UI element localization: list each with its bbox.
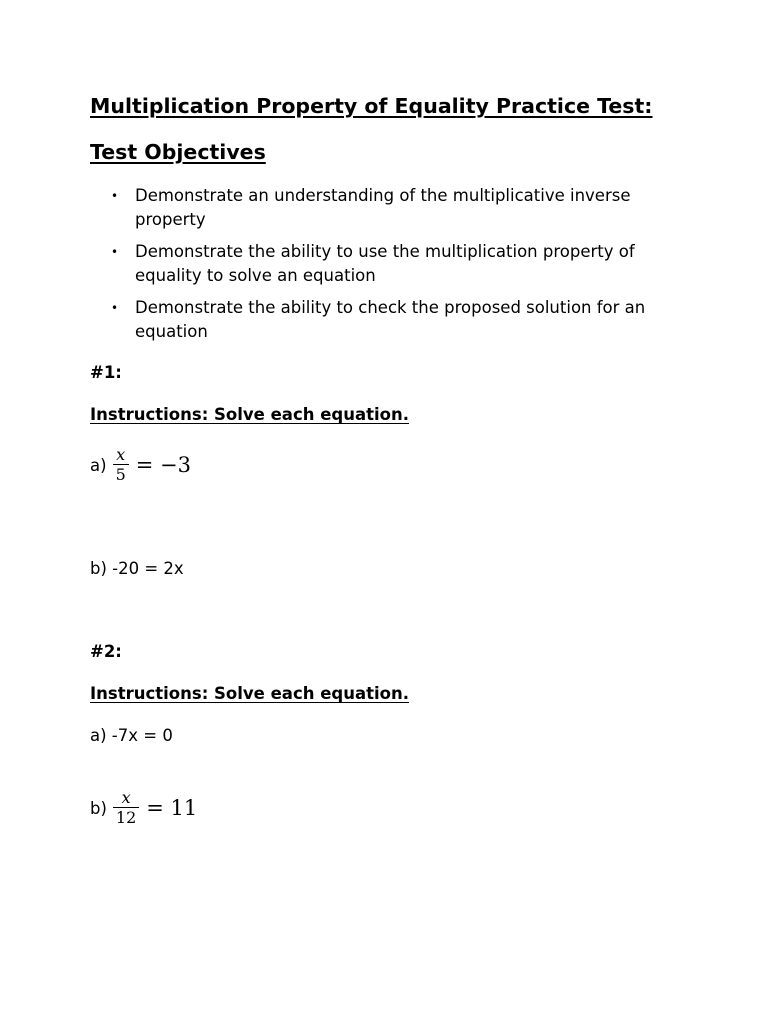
question-1a-label: a) [90,455,107,475]
question-1-instructions: Instructions: Solve each equation. [90,405,409,424]
objective-text: Demonstrate the ability to check the proposed solution for an equation [135,298,646,341]
fraction-numerator: x [121,788,131,807]
objective-text: Demonstrate an understanding of the multiplicative inverse property [135,186,631,229]
objective-item [108,184,668,232]
question-2-instructions: Instructions: Solve each equation. [90,684,409,703]
fraction-denominator: 12 [113,807,139,827]
bullet-icon: • [111,245,119,259]
question-2b-equation [90,789,197,827]
equation-rhs: = 11 [146,796,198,820]
objective-text: Demonstrate the ability to use the multiplication property of equality to solve an equation [135,242,635,285]
objective-item [108,296,668,344]
question-2a-equation: a) -7x = 0 [90,726,173,745]
fraction-denominator: 5 [113,464,129,484]
fraction-numerator: x [116,445,126,464]
question-1-label: #1: [90,363,122,382]
fraction [113,446,129,484]
question-2b-label: b) [90,798,107,818]
question-2-label: #2: [90,642,122,661]
question-1a-equation [90,446,191,484]
fraction [113,789,139,827]
bullet-icon: • [111,189,119,203]
bullet-icon: • [111,301,119,315]
question-1b-equation: b) -20 = 2x [90,559,184,578]
page-title: Multiplication Property of Equality Practice Test: [90,94,653,118]
equation-rhs: = −3 [135,453,191,477]
objectives-list [108,184,668,352]
objectives-heading: Test Objectives [90,140,266,164]
objective-item [108,240,668,288]
